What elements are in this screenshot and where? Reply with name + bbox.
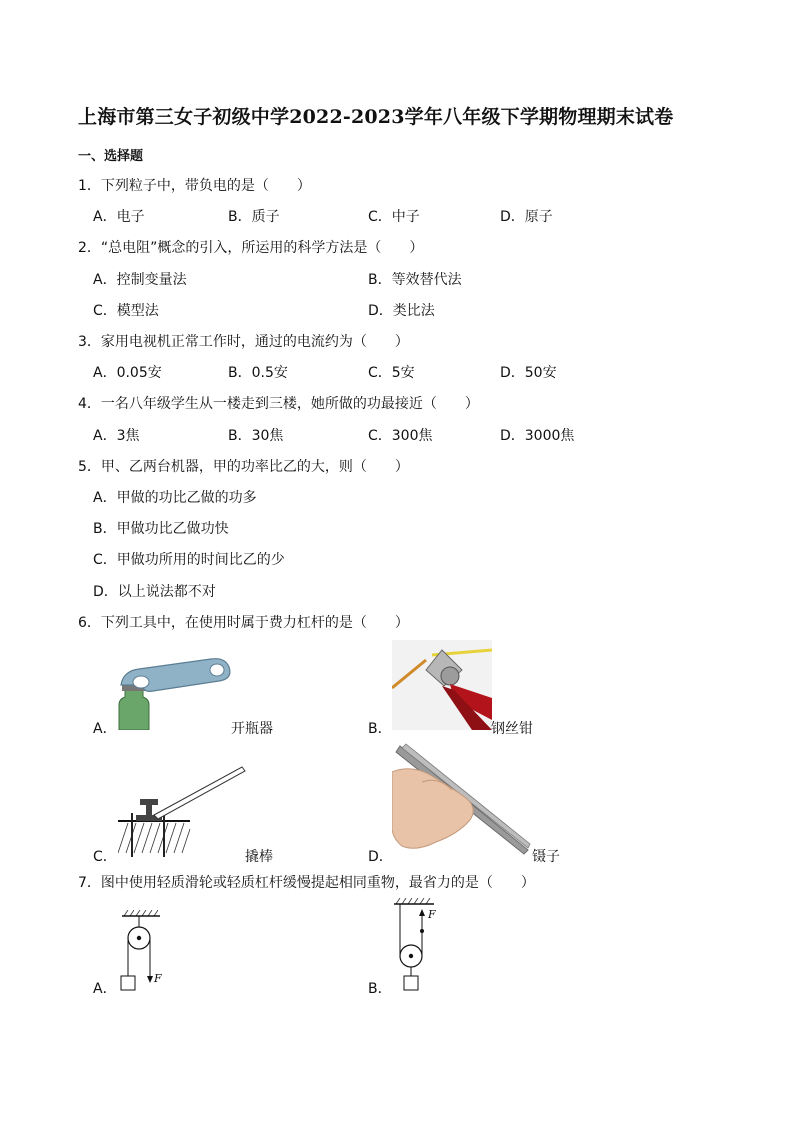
question-7-stem: 7．图中使用轻质滑轮或轻质杠杆缓慢提起相同重物，最省力的是（ ） — [78, 875, 535, 891]
q2-option-a[interactable]: A．控制变量法 — [93, 272, 187, 288]
exam-title: 上海市第三女子初级中学2022-2023学年八年级下学期物理期末试卷 — [78, 106, 674, 128]
q5-option-b[interactable]: B．甲做功比乙做功快 — [93, 521, 229, 537]
wire-cutter-pliers-icon — [392, 640, 492, 730]
q5-option-d[interactable]: D．以上说法都不对 — [93, 584, 216, 600]
question-3-stem: 3．家用电视机正常工作时，通过的电流约为（ ） — [78, 334, 409, 350]
q6-option-c-letter[interactable]: C． — [93, 849, 117, 865]
q6-option-b-letter[interactable]: B． — [368, 721, 392, 737]
q4-option-c[interactable]: C．300焦 — [368, 428, 433, 444]
q6-option-a-letter[interactable]: A． — [93, 721, 117, 737]
q7-b-force-label: F — [428, 908, 436, 921]
q3-option-a[interactable]: A．0.05安 — [93, 365, 162, 381]
q6-option-d-caption: 镊子 — [532, 849, 560, 865]
question-5-stem: 5．甲、乙两台机器，甲的功率比乙的大，则（ ） — [78, 459, 409, 475]
q2-option-c[interactable]: C．模型法 — [93, 303, 159, 319]
q5-option-a[interactable]: A．甲做的功比乙做的功多 — [93, 490, 257, 506]
q5-option-c[interactable]: C．甲做功所用的时间比乙的少 — [93, 552, 285, 568]
q4-option-a[interactable]: A．3焦 — [93, 428, 140, 444]
q7-option-b-letter[interactable]: B． — [368, 981, 392, 997]
q2-option-d[interactable]: D．类比法 — [368, 303, 435, 319]
bottle-opener-icon — [113, 655, 237, 730]
tweezers-icon — [392, 742, 532, 857]
q7-option-a-letter[interactable]: A． — [93, 981, 117, 997]
question-1-stem: 1．下列粒子中，带负电的是（ ） — [78, 178, 311, 194]
section-heading: 一、选择题 — [78, 149, 144, 164]
q4-option-b[interactable]: B．30焦 — [228, 428, 284, 444]
q6-option-b-caption: 钢丝钳 — [491, 721, 533, 737]
q6-option-d-letter[interactable]: D． — [368, 849, 393, 865]
crowbar-icon — [118, 765, 248, 857]
q1-option-a[interactable]: A．电子 — [93, 209, 145, 225]
q1-option-d[interactable]: D．原子 — [500, 209, 553, 225]
q1-option-b[interactable]: B．质子 — [228, 209, 280, 225]
question-2-stem: 2．“总电阻”概念的引入，所运用的科学方法是（ ） — [78, 240, 424, 256]
fixed-pulley-icon — [116, 910, 176, 994]
q3-option-b[interactable]: B．0.5安 — [228, 365, 288, 381]
q2-option-b[interactable]: B．等效替代法 — [368, 272, 462, 288]
q1-option-c[interactable]: C．中子 — [368, 209, 420, 225]
q4-option-d[interactable]: D．3000焦 — [500, 428, 575, 444]
q6-option-a-caption: 开瓶器 — [231, 721, 273, 737]
question-4-stem: 4．一名八年级学生从一楼走到三楼，她所做的功最接近（ ） — [78, 396, 479, 412]
q3-option-d[interactable]: D．50安 — [500, 365, 557, 381]
q7-a-force-label: F — [154, 972, 162, 985]
q6-option-c-caption: 撬棒 — [245, 849, 273, 865]
movable-pulley-icon — [392, 898, 452, 994]
q3-option-c[interactable]: C．5安 — [368, 365, 415, 381]
question-6-stem: 6．下列工具中，在使用时属于费力杠杆的是（ ） — [78, 615, 409, 631]
